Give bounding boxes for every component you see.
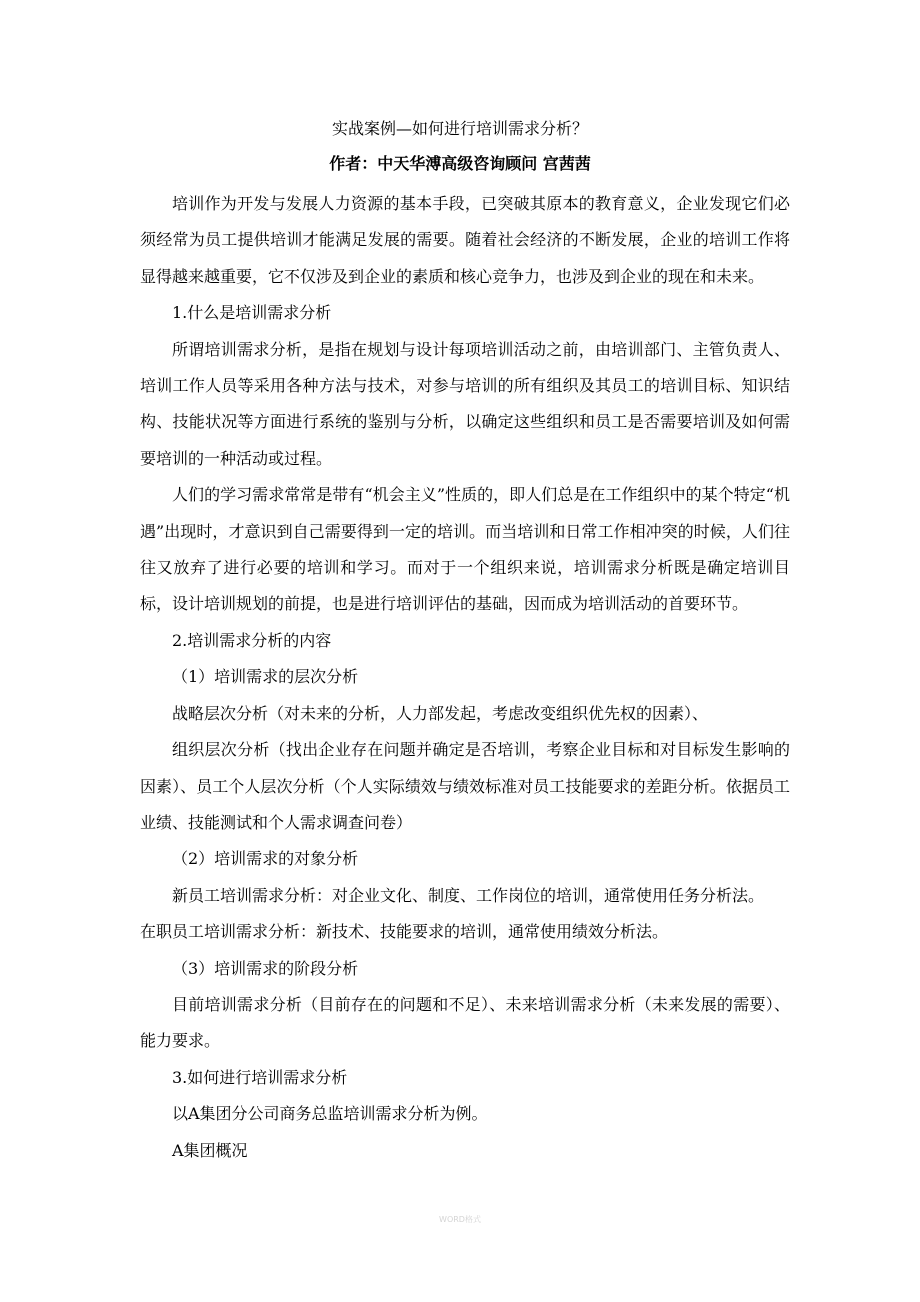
section-heading-3: 3.如何进行培训需求分析 bbox=[172, 1067, 348, 1087]
subsection-heading-objects: （2）培训需求的对象分析 bbox=[172, 849, 359, 869]
paragraph-organization-level: 组织层次分析（找出企业存在问题并确定是否培训，考察企业目标和对目标发生影响的因素）、员工个人层次分析（个人实际绩效与绩效标准对员工技能要求的差距分析。依据员工业绩、技能测试和个人需求调查问卷） bbox=[140, 740, 790, 832]
paragraph-current-employee: 在职员工培训需求分析：新技术、技能要求的培训，通常使用绩效分析法。 bbox=[140, 922, 669, 942]
paragraph-strategic-level: 战略层次分析（对未来的分析，人力部发起，考虑改变组织优先权的因素）、 bbox=[172, 703, 709, 723]
section-heading-2: 2.培训需求分析的内容 bbox=[172, 630, 332, 650]
paragraph-intro: 培训作为开发与发展人力资源的基本手段，已突破其原本的教育意义，企业发现它们必须经常为员工提供培训才能满足发展的需要。随着社会经济的不断发展，企业的培训工作将显得越来越重要，它不仅涉及到企业的素质和核心竞争力，也涉及到企业的现在和未来。 bbox=[140, 194, 790, 286]
paragraph-group-overview: A集团概况 bbox=[172, 1140, 248, 1160]
paragraph-new-employee: 新员工培训需求分析：对企业文化、制度、工作岗位的培训，通常使用任务分析法。 bbox=[172, 885, 765, 905]
paragraph-stages: 目前培训需求分析（目前存在的问题和不足）、未来培训需求分析（未来发展的需要）、能力要求。 bbox=[140, 994, 790, 1051]
paragraph-example: 以A集团分公司商务总监培训需求分析为例。 bbox=[172, 1104, 488, 1124]
paragraph-definition: 所谓培训需求分析，是指在规划与设计每项培训活动之前，由培训部门、主管负责人、培训工作人员等采用各种方法与技术，对参与培训的所有组织及其员工的培训目标、知识结构、技能状况等方面进行系统的鉴别与分析，以确定这些组织和员工是否需要培训及如何需要培训的一种活动或过程。 bbox=[140, 339, 790, 468]
footer-watermark: WORD格式 bbox=[439, 1215, 481, 1224]
document-title: 实战案例—如何进行培训需求分析？ bbox=[331, 119, 588, 138]
subsection-heading-stages: （3）培训需求的阶段分析 bbox=[172, 958, 359, 978]
section-heading-1: 1.什么是培训需求分析 bbox=[172, 303, 332, 323]
subsection-heading-levels: （1）培训需求的层次分析 bbox=[172, 667, 359, 687]
document-body bbox=[140, 186, 790, 1169]
document-author: 作者：中天华溥高级咨询顾问 宫茜茜 bbox=[329, 154, 591, 173]
paragraph-learning-needs: 人们的学习需求常常是带有“机会主义”性质的，即人们总是在工作组织中的某个特定“机遇”出现时，才意识到自己需要得到一定的培训。而当培训和日常工作相冲突的时候，人们往往又放弃了进行必要的培训和学习。而对于一个组织来说，培训需求分析既是确定培训目标，设计培训规划的前提，也是进行培训评估的基础，因而成为培训活动的首要环节。 bbox=[140, 485, 790, 614]
